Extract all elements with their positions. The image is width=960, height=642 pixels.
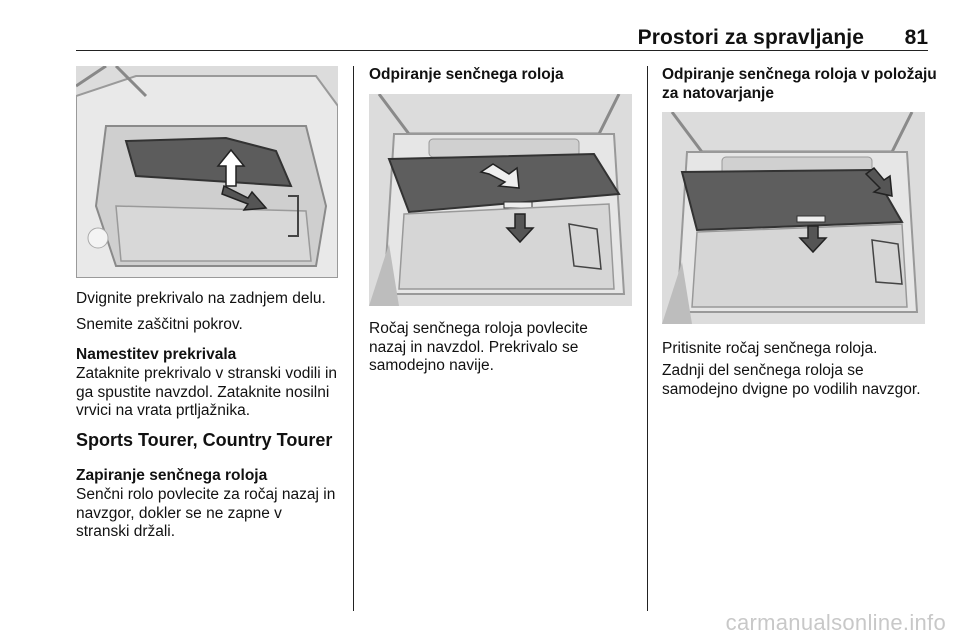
- heading-open-blind-loading: [662, 66, 947, 103]
- heading-close-blind: Zapiranje senčnega roloja: [76, 467, 268, 484]
- header-divider: [76, 50, 928, 51]
- illustration-loading-position: [662, 112, 925, 324]
- column-divider-2: [647, 66, 648, 611]
- heading-line: Odpiranje senčnega roloja v položaju: [662, 66, 937, 83]
- illustration-open-blind: [369, 94, 632, 306]
- close-blind-line: stranski držali.: [76, 523, 176, 540]
- blind-rises-line: Zadnji del senčnega roloja se: [662, 362, 864, 379]
- illustration-cover-lift: [76, 66, 338, 278]
- illustration-loading-position-drawing: [662, 112, 925, 324]
- watermark: carmanualsonline.info: [725, 610, 946, 635]
- column-divider-1: [353, 66, 354, 611]
- install-cover-line: Zataknite prekrivalo v stranski vodili in: [76, 365, 338, 382]
- page-header-title: Prostori za spravljanje: [637, 26, 864, 49]
- open-blind-line: samodejno navije.: [369, 357, 494, 374]
- blind-rises-text: [662, 362, 947, 399]
- illustration-open-blind-drawing: [369, 94, 632, 306]
- heading-sports-tourer: Sports Tourer, Country Tourer: [76, 430, 333, 450]
- step-lift-cover: Dvignite prekrivalo na zadnjem delu.: [76, 290, 326, 307]
- install-cover-line: vrvici na vrata prtljažnika.: [76, 402, 251, 419]
- close-blind-line: Senčni rolo povlecite za ročaj nazaj in: [76, 486, 336, 503]
- heading-line: za natovarjanje: [662, 84, 774, 102]
- install-cover-text: [76, 365, 346, 421]
- heading-open-blind: Odpiranje senčnega roloja: [369, 66, 564, 83]
- heading-install-cover: Namestitev prekrivala: [76, 346, 237, 363]
- open-blind-text: [369, 320, 639, 376]
- install-cover-line: ga spustite navzdol. Zataknite nosilni: [76, 383, 330, 401]
- close-blind-line: navzgor, dokler se ne zapne v: [76, 504, 282, 522]
- open-blind-line: nazaj in navzdol. Prekrivalo se: [369, 338, 579, 356]
- blind-rises-line: samodejno dvigne po vodilih navzgor.: [662, 380, 921, 398]
- page-number: 81: [904, 26, 928, 49]
- open-blind-line: Ročaj senčnega roloja povlecite: [369, 320, 588, 337]
- step-press-handle: Pritisnite ročaj senčnega roloja.: [662, 340, 878, 357]
- illustration-cover-lift-drawing: [76, 66, 338, 278]
- step-remove-cover: Snemite zaščitni pokrov.: [76, 316, 243, 333]
- close-blind-text: [76, 486, 346, 542]
